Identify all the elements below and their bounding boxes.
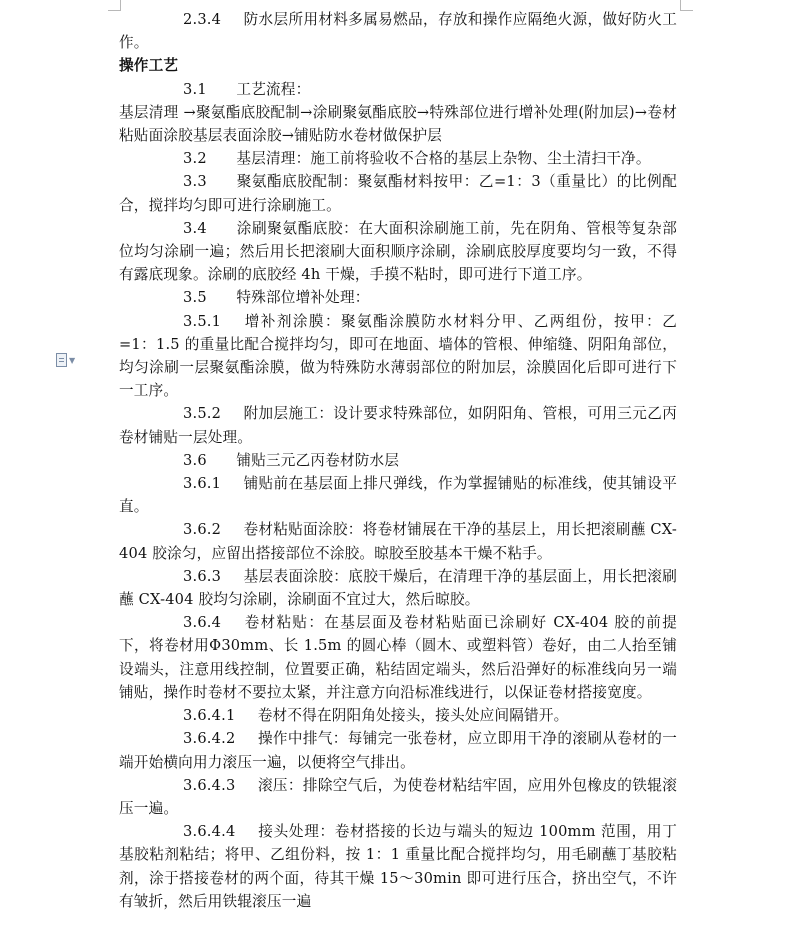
process-flow: 基层清理 →聚氨酯底胶配制→涂刷聚氨酯底胶→特殊部位进行增补处理(附加层)→卷材粘贴面涂胶基层表面涂胶→铺贴防水卷材做保护层 xyxy=(119,103,677,145)
section-number: 3.3 xyxy=(183,173,207,191)
section-number: 3.6.4.1 xyxy=(183,707,236,725)
paragraph-3-1 xyxy=(119,78,677,101)
section-number: 3.6.4.4 xyxy=(183,823,236,841)
paragraph-text: 附加层施工：设计要求特殊部位，如阴阳角、管根，可用三元乙丙卷材铺贴一层处理。 xyxy=(119,405,677,446)
paragraph-text: 卷材粘贴面涂胶：将卷材铺展在干净的基层上，用长把滚刷蘸 CX-404 胶涂匀，应留出搭接部位不涂胶。晾胶至胶基本干燥不粘手。 xyxy=(119,521,677,562)
paragraph-text: 防水层所用材料多属易燃品，存放和操作应隔绝火源，做好防火工作。 xyxy=(119,11,677,52)
paragraph-text: 基层清理：施工前将验收不合格的基层上杂物、尘土清扫干净。 xyxy=(236,150,651,168)
paragraph-3-6-3 xyxy=(119,565,677,611)
section-number: 3.6.4.2 xyxy=(183,730,236,748)
paragraph-text: 卷材粘贴：在基层面及卷材粘贴面已涂刷好 CX-404 胶的前提下，将卷材用Φ30mm、长 1.5m 的圆心棒（圆木、或塑料管）卷好，由二人抬至铺设端头，注意用线控制，位置要正确，粘结固定端头，然后沿弹好的标准线向另一端铺贴，操作时卷材不要拉太紧，并注意方向沿标准线进行，以保证卷材搭接宽度。 xyxy=(119,614,677,701)
paragraph-text: 聚氨酯底胶配制：聚氨酯材料按甲：乙=1：3（重量比）的比例配合，搅拌均匀即可进行涂刷施工。 xyxy=(119,173,677,214)
paragraph-text: 特殊部位增补处理： xyxy=(236,289,370,307)
section-number: 3.1 xyxy=(183,80,207,98)
section-number: 3.4 xyxy=(183,219,207,237)
paragraph-3-6-4-2 xyxy=(119,727,677,773)
section-number: 3.5 xyxy=(183,289,207,307)
section-number: 3.6.3 xyxy=(183,567,222,585)
paragraph-3-6-4 xyxy=(119,611,677,704)
paragraph-3-6-4-3 xyxy=(119,774,677,820)
paragraph-3-5-2 xyxy=(119,402,677,448)
paragraph-2-3-4 xyxy=(119,8,677,54)
paragraph-text: 滚压：排除空气后，为使卷材粘结牢固，应用外包橡皮的铁辊滚压一遍。 xyxy=(119,776,677,817)
section-number: 2.3.4 xyxy=(183,11,222,28)
paragraph-3-6-4-4 xyxy=(119,820,677,913)
paragraph-3-2 xyxy=(119,147,677,170)
section-number: 3.6.4 xyxy=(183,614,222,632)
paragraph-3-6 xyxy=(119,449,677,472)
paragraph-text: 接头处理：卷材搭接的长边与端头的短边 100mm 范围，用丁基胶粘剂粘结；将甲、乙组份料，按 1：1 重量比配合搅拌均匀，用毛刷蘸丁基胶粘剂，涂于搭接卷材的两个面，待其干燥 15～30min 即可进行压合，挤出空气，不许有皱折，然后用铁辊滚压一遍 xyxy=(119,823,677,910)
paragraph-3-3 xyxy=(119,170,677,216)
chevron-down-icon: ▼ xyxy=(69,355,76,365)
paragraph-text: 铺贴三元乙丙卷材防水层 xyxy=(236,451,400,469)
paragraph-text: 操作中排气：每铺完一张卷材，应立即用干净的滚刷从卷材的一端开始横向用力滚压一遍，以便将空气排出。 xyxy=(119,730,677,771)
section-number: 3.5.1 xyxy=(183,312,222,330)
document-icon xyxy=(56,353,67,367)
paragraph-3-6-1 xyxy=(119,472,677,518)
section-number: 3.6 xyxy=(183,451,207,469)
paragraph-3-6-4-1 xyxy=(119,704,677,727)
section-number: 3.6.2 xyxy=(183,521,222,539)
paragraph-3-4 xyxy=(119,217,677,287)
paragraph-3-6-2 xyxy=(119,518,677,564)
section-number: 3.6.4.3 xyxy=(183,776,236,794)
crop-mark-right xyxy=(680,0,693,11)
section-number: 3.5.2 xyxy=(183,405,222,423)
paragraph-text: 增补剂涂膜：聚氨酯涂膜防水材料分甲、乙两组份，按甲：乙=1：1.5 的重量比配合搅拌均匀，即可在地面、墙体的管根、伸缩缝、阴阳角部位，均匀涂刷一层聚氨酯涂膜，做为特殊防水薄弱部位的附加层，涂膜固化后即可进行下一工序。 xyxy=(119,312,677,400)
paragraph-text: 铺贴前在基层面上排尺弹线，作为掌握铺贴的标准线，使其铺设平直。 xyxy=(119,475,677,516)
document-body xyxy=(119,8,677,913)
document-comment-icon[interactable] xyxy=(56,352,80,368)
section-heading: 操作工艺 xyxy=(119,57,179,75)
section-number: 3.2 xyxy=(183,150,207,168)
paragraph-text: 工艺流程： xyxy=(236,80,311,98)
paragraph-3-5 xyxy=(119,286,677,309)
paragraph-3-5-1 xyxy=(119,310,677,403)
paragraph-text: 基层表面涂胶：底胶干燥后，在清理干净的基层面上，用长把滚刷蘸 CX-404 胶均匀涂刷，涂刷面不宜过大，然后晾胶。 xyxy=(119,567,677,609)
section-number: 3.6.1 xyxy=(183,475,222,493)
paragraph-text: 涂刷聚氨酯底胶：在大面积涂刷施工前，先在阴角、管根等复杂部位均匀涂刷一遍；然后用长把滚刷大面积顺序涂刷，涂刷底胶厚度要均匀一致，不得有露底现象。涂刷的底胶经 4h 干燥，手摸不粘时，即可进行下道工序。 xyxy=(119,219,677,284)
paragraph-text: 卷材不得在阴阳角处接头，接头处应间隔错开。 xyxy=(257,707,569,725)
